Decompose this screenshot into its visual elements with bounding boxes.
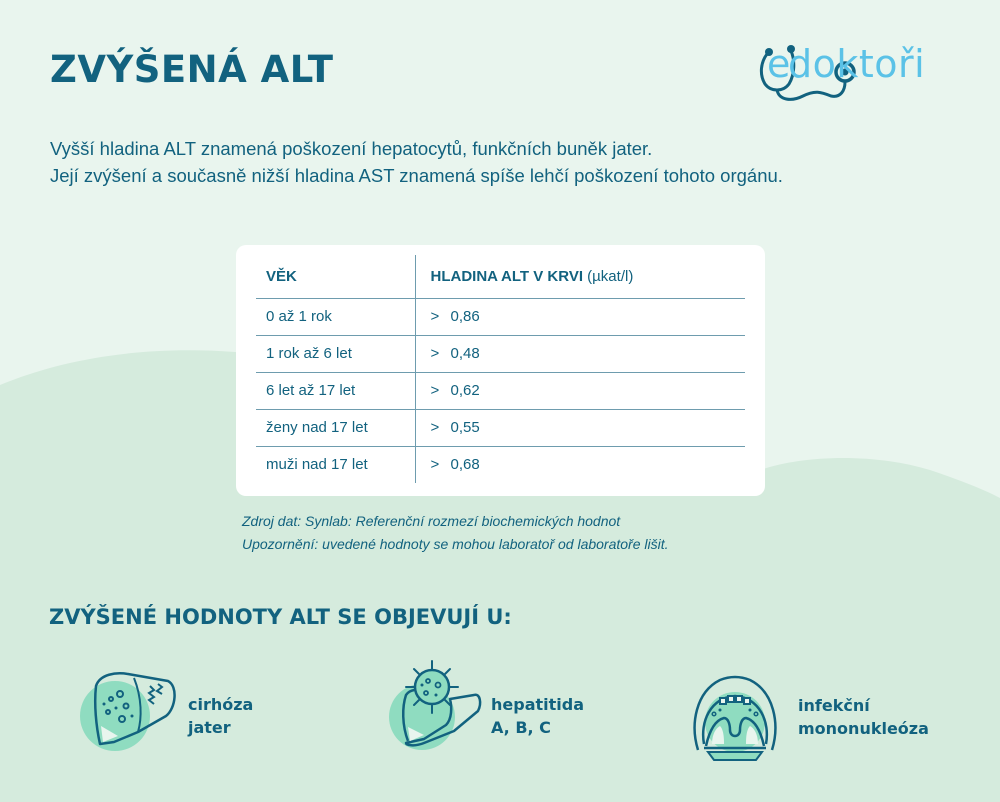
source-text: Zdroj dat: Synlab: Referenční rozmezí biochemických hodnot bbox=[242, 513, 621, 529]
alt-reference-table bbox=[256, 255, 745, 483]
intro-text bbox=[50, 135, 783, 189]
value-cell: > 0,68 bbox=[430, 456, 480, 474]
unit-label: (µkat/l) bbox=[587, 267, 634, 285]
table-row bbox=[256, 446, 745, 483]
age-cell: ženy nad 17 let bbox=[256, 409, 415, 446]
table-header-row bbox=[256, 255, 745, 298]
hepatitis-virus-icon bbox=[384, 655, 494, 760]
table-row bbox=[256, 298, 745, 335]
warning-text: Upozornění: uvedené hodnoty se mohou laboratoř od laboratoře lišit. bbox=[242, 536, 669, 552]
throat-mouth-icon bbox=[690, 672, 780, 767]
column-header-alt-level: HLADINA ALT V KRVI (µkat/l) bbox=[415, 255, 745, 298]
condition-label: hepatitida A, B, C bbox=[491, 695, 585, 737]
table-row bbox=[256, 372, 745, 409]
age-cell: 6 let až 17 let bbox=[256, 372, 415, 409]
condition-mononucleosis bbox=[690, 672, 950, 767]
condition-label: infekční mononukleóza bbox=[798, 696, 929, 738]
value-cell: > 0,55 bbox=[415, 409, 745, 446]
value-cell: > 0,62 bbox=[415, 372, 745, 409]
table-row bbox=[256, 409, 745, 446]
page-title: ZVÝŠENÁ ALT bbox=[50, 48, 334, 91]
intro-line-1: Vyšší hladina ALT znamená poškození hepatocytů, funkčních buněk jater. bbox=[50, 138, 653, 159]
value-cell: > 0,86 bbox=[415, 298, 745, 335]
table-row bbox=[256, 335, 745, 372]
source-note bbox=[242, 510, 669, 556]
edoktori-logo[interactable] bbox=[755, 40, 955, 106]
value-cell: > 0,48 bbox=[415, 335, 745, 372]
condition-label: cirhóza jater bbox=[188, 695, 254, 737]
liver-cirrhosis-icon bbox=[78, 664, 178, 759]
logo-wordmark: e doktoři bbox=[767, 42, 926, 86]
age-cell: 0 až 1 rok bbox=[256, 298, 415, 335]
condition-hepatitis bbox=[384, 655, 604, 760]
condition-cirrhosis bbox=[78, 664, 278, 759]
intro-line-2: Její zvýšení a současně nižší hladina AST znamená spíše lehčí poškození tohoto orgánu. bbox=[50, 165, 783, 186]
age-cell: muži nad 17 let bbox=[256, 446, 415, 483]
conditions-title: ZVÝŠENÉ HODNOTY ALT SE OBJEVUJÍ U: bbox=[49, 605, 512, 629]
alt-reference-table-card bbox=[236, 245, 765, 496]
age-cell: 1 rok až 6 let bbox=[256, 335, 415, 372]
column-header-age: VĚK bbox=[256, 255, 415, 298]
